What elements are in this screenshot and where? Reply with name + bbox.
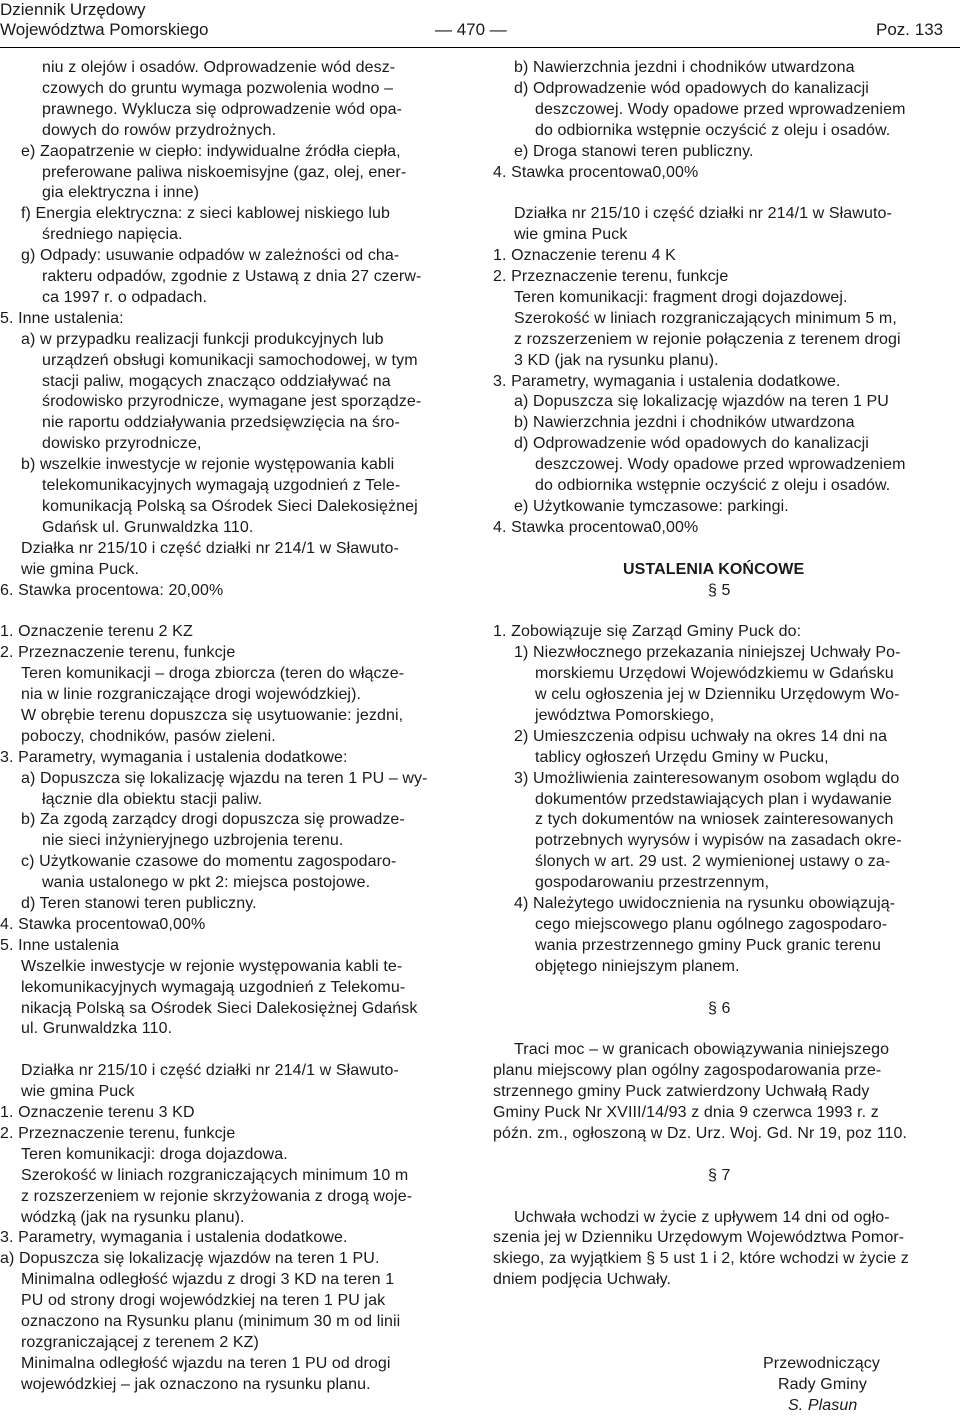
text-line: 1. Oznaczenie terenu 2 KZ	[0, 623, 193, 641]
text-line: tablicy ogłoszeń Urzędu Gminy w Pucku,	[535, 748, 829, 766]
text-line: do odbiornika wstępnie oczyścić z oleju i osadów.	[535, 477, 891, 494]
text-line: 4. Stawka procentowa0,00%	[493, 163, 699, 181]
text-line: ul. Grunwaldzka 110.	[21, 1020, 173, 1038]
text-line: w celu ogłoszenia jej w Dzienniku Urzędowym Wo-	[535, 686, 900, 703]
text-line: nie sieci inżynieryjnego uzbrojenia terenu.	[42, 832, 344, 850]
text-line: poboczy, chodników, pasów zieleni.	[21, 727, 276, 745]
text-line: b) Za zgodą zarządcy drogi dopuszcza się prowadze-	[21, 811, 405, 829]
text-line: z rozszerzeniem w rejonie połączenia z terenem drogi	[514, 330, 901, 348]
text-line: a) w przypadku realizacji funkcji produkcyjnych lub	[21, 330, 384, 348]
text-line: dniem podjęcia Uchwały.	[493, 1271, 672, 1289]
text-line: nie raportu oddziaływania przedsięwzięcia na śro-	[42, 414, 400, 432]
text-line: gospodarowaniu przestrzennym,	[535, 874, 770, 892]
text-line: 3) Umożliwienia zainteresowanym osobom wglądu do	[514, 769, 900, 787]
text-line: morskiemu Urzędowi Wojewódzkiemu w Gdańsku	[535, 665, 894, 683]
text-line: d) Odprowadzenie wód opadowych do kanalizacji	[514, 79, 869, 97]
text-line: 5. Inne ustalenia:	[0, 309, 124, 327]
text-line: średniego napięcia.	[42, 226, 183, 244]
text-line: wie gmina Puck.	[21, 560, 139, 578]
text-line: W obrębie terenu dopuszcza się usytuowanie: jezdni,	[21, 706, 404, 724]
text-line: urządzeń obsługi komunikacji samochodowej, w tym	[42, 351, 418, 369]
text-line: a) Dopuszcza się lokalizację wjazdów na teren 1 PU	[514, 393, 889, 411]
text-line: ca 1997 r. o odpadach.	[42, 288, 207, 306]
text-line: dowisko przyrodnicze,	[42, 435, 202, 453]
text-line: planu miejscowy plan ogólny zagospodarowania prze-	[493, 1062, 882, 1080]
text-line: § 7	[708, 1166, 731, 1184]
text-line: § 5	[708, 581, 731, 599]
text-line: 4) Należytego uwidocznienia na rysunku obowiązują-	[514, 895, 896, 912]
text-line: Szerokość w liniach rozgraniczających minimum 10 m	[21, 1166, 409, 1184]
text-line: 2. Przeznaczenie terenu, funkcje	[0, 644, 236, 662]
text-line: Traci moc – w granicach obowiązywania niniejszego	[514, 1041, 890, 1059]
text-line: 2. Przeznaczenie terenu, funkcje	[493, 268, 729, 285]
text-line: b) Nawierzchnia jezdni i chodników utwardzona	[514, 414, 855, 432]
text-line: 4. Stawka procentowa0,00%	[0, 915, 206, 933]
text-line: Rady Gminy	[778, 1375, 868, 1393]
text-line: komunikacją Polską sa Ośrodek Sieci Dalekosiężnej	[42, 497, 418, 515]
text-line: oznaczono na Rysunku planu (minimum 30 m od linii	[21, 1313, 401, 1330]
text-line: Działka nr 215/10 i część działki nr 214/1 w Sławuto-	[514, 205, 892, 223]
text-line: 3. Parametry, wymagania i ustalenia dodatkowe.	[493, 372, 841, 390]
text-line: stacji paliw, mogących znacząco oddziaływać na	[42, 372, 391, 390]
text-line: nia w linie rozgraniczające drogi wojewódzkiej).	[21, 686, 362, 703]
journal-title-line2: Województwa Pomorskiego	[0, 20, 209, 39]
header-rule	[0, 47, 960, 48]
text-line: 1. Zobowiązuje się Zarząd Gminy Puck do:	[493, 623, 802, 641]
text-line: 1. Oznaczenie terenu 4 K	[493, 247, 676, 265]
text-line: a) Dopuszcza się lokalizację wjazdu na teren 1 PU – wy-	[21, 769, 428, 787]
text-line: czowych do gruntu wymaga pozwolenia wodno –	[42, 79, 394, 97]
position-number: Poz. 133	[876, 20, 944, 39]
text-line: dokumentów przedstawiających plan i wydawanie	[535, 790, 892, 808]
text-line: Minimalna odległość wjazdu na teren 1 PU od drogi	[21, 1354, 391, 1372]
text-line: 2) Umieszczenia odpisu uchwały na okres 14 dni na	[514, 727, 888, 745]
text-line: łącznie dla obiektu stacji paliw.	[42, 790, 263, 808]
text-line: e) Użytkowanie tymczasowe: parkingi.	[514, 497, 789, 515]
text-line: a) Dopuszcza się lokalizację wjazdów na teren 1 PU.	[0, 1250, 380, 1268]
text-line: Szerokość w liniach rozgraniczających minimum 5 m,	[514, 309, 897, 327]
text-line: USTALENIA KOŃCOWE	[623, 560, 805, 578]
text-line: wie gmina Puck	[514, 226, 628, 244]
text-line: 3. Parametry, wymagania i ustalenia dodatkowe:	[0, 748, 348, 766]
text-line: f) Energia elektryczna: z sieci kablowej niskiego lub	[21, 205, 391, 223]
text-line: wania przestrzennego gminy Puck granic terenu	[535, 936, 882, 954]
page-number: — 470 —	[435, 20, 507, 39]
text-line: 6. Stawka procentowa: 20,00%	[0, 581, 224, 599]
text-line: § 6	[708, 999, 731, 1017]
text-line: PU od strony drogi wojewódzkiej na teren 1 PU jak	[21, 1292, 386, 1310]
text-line: z rozszerzeniem w rejonie skrzyżowania z drogą woje-	[21, 1187, 413, 1205]
text-line: c) Użytkowanie czasowe do momentu zagospodaro-	[21, 853, 397, 871]
text-line: Minimalna odległość wjazdu z drogi 3 KD na teren 1	[21, 1271, 395, 1289]
text-line: deszczowej. Wody opadowe przed wprowadzeniem	[535, 456, 906, 474]
text-line: deszczowej. Wody opadowe przed wprowadzeniem	[535, 100, 906, 118]
text-line: rakteru odpadów, zgodnie z Ustawą z dnia 27 czerw-	[42, 268, 422, 285]
text-line: d) Odprowadzenie wód opadowych do kanalizacji	[514, 435, 869, 453]
text-line: preferowane paliwa niskoemisyjne (gaz, olej, ener-	[42, 163, 407, 181]
text-line: potrzebnych wyrysów i wypisów na zasadach okre-	[535, 832, 902, 850]
text-line: wódzką (jak na rysunku planu).	[21, 1208, 245, 1226]
text-line: z tych dokumentów na wniosek zainteresowanych	[535, 811, 894, 829]
text-line: S. Plasun	[788, 1396, 858, 1414]
text-line: jewództwa Pomorskiego,	[535, 706, 715, 724]
text-line: 3. Parametry, wymagania i ustalenia dodatkowe.	[0, 1229, 348, 1247]
text-line: wie gmina Puck	[21, 1083, 135, 1101]
journal-title-line1: Dziennik Urzędowy	[0, 0, 146, 19]
text-line: 1) Niezwłocznego przekazania niniejszej Uchwały Po-	[514, 644, 901, 662]
text-line: Teren komunikacji: fragment drogi dojazdowej.	[514, 288, 848, 306]
text-line: Uchwała wchodzi w życie z upływem 14 dni od ogło-	[514, 1208, 890, 1226]
text-line: 2. Przeznaczenie terenu, funkcje	[0, 1124, 236, 1142]
text-line: wojewódzkiej – jak oznaczono na rysunku planu.	[21, 1375, 371, 1393]
text-line: objętego niniejszym planem.	[535, 957, 740, 975]
text-line: Gminy Puck Nr XVIII/14/93 z dnia 9 czerwca 1993 r. z	[493, 1104, 879, 1121]
text-line: Teren komunikacji: droga dojazdowa.	[21, 1145, 288, 1163]
text-line: d) Teren stanowi teren publiczny.	[21, 895, 257, 912]
text-line: lekomunikacyjnych wymagają uzgodnień z Telekomu-	[21, 978, 406, 996]
text-line: niu z olejów i osadów. Odprowadzenie wód desz-	[42, 59, 396, 76]
text-line: ślonych w art. 29 ust. 2 wymienionej ustawy o za-	[535, 853, 891, 871]
text-line: b) wszelkie inwestycje w rejonie występowania kabli	[21, 456, 395, 474]
text-line: telekomunikacyjnych wymagają uzgodnień z Tele-	[42, 477, 401, 494]
text-line: skiego, za wyjątkiem § 5 ust 1 i 2, które wchodzi w życie z	[493, 1250, 909, 1268]
text-line: nikacją Polską sa Ośrodek Sieci Dalekosiężnej Gdańsk	[21, 999, 418, 1017]
text-line: wania ustalonego w pkt 2: miejsca postojowe.	[42, 874, 371, 892]
text-line: b) Nawierzchnia jezdni i chodników utwardzona	[514, 59, 855, 76]
text-line: środowisko przyrodnicze, wymagane jest sporządze-	[42, 393, 422, 411]
text-line: gia elektryczna i inne)	[42, 184, 200, 202]
text-line: Działka nr 215/10 i część działki nr 214/1 w Sławuto-	[21, 539, 399, 557]
text-line: 3 KD (jak na rysunku planu).	[514, 351, 719, 369]
text-line: g) Odpady: usuwanie odpadów w zależności od cha-	[21, 247, 400, 265]
text-line: dowych do rowów przydrożnych.	[42, 121, 277, 139]
text-line: prawnego. Wyklucza się odprowadzenie wód opa-	[42, 100, 403, 118]
text-line: szenia jej w Dzienniku Urzędowym Województwa Pomor-	[493, 1229, 905, 1247]
text-line: Teren komunikacji – droga zbiorcza (teren do włącze-	[21, 665, 405, 683]
text-line: 5. Inne ustalenia	[0, 936, 120, 954]
text-line: e) Droga stanowi teren publiczny.	[514, 142, 754, 160]
text-line: Wszelkie inwestycje w rejonie występowania kabli te-	[21, 957, 403, 975]
text-line: Działka nr 215/10 i część działki nr 214/1 w Sławuto-	[21, 1062, 399, 1080]
text-line: strzennego gminy Puck zatwierdzony Uchwałą Rady	[493, 1083, 870, 1101]
text-line: cego miejscowego planu ogólnego zagospodaro-	[535, 915, 888, 933]
text-line: rozgraniczającej z terenem 2 KZ)	[21, 1333, 259, 1351]
text-line: Przewodniczący	[763, 1354, 881, 1372]
text-line: 1. Oznaczenie terenu 3 KD	[0, 1104, 195, 1121]
text-line: Gdańsk ul. Grunwaldzka 110.	[42, 518, 254, 536]
text-line: do odbiornika wstępnie oczyścić z oleju i osadów.	[535, 121, 891, 139]
text-line: e) Zaopatrzenie w ciepło: indywidualne źródła ciepła,	[21, 142, 401, 160]
text-line: późn. zm., ogłoszoną w Dz. Urz. Woj. Gd. Nr 19, poz 110.	[493, 1124, 908, 1142]
text-line: 4. Stawka procentowa0,00%	[493, 518, 699, 536]
